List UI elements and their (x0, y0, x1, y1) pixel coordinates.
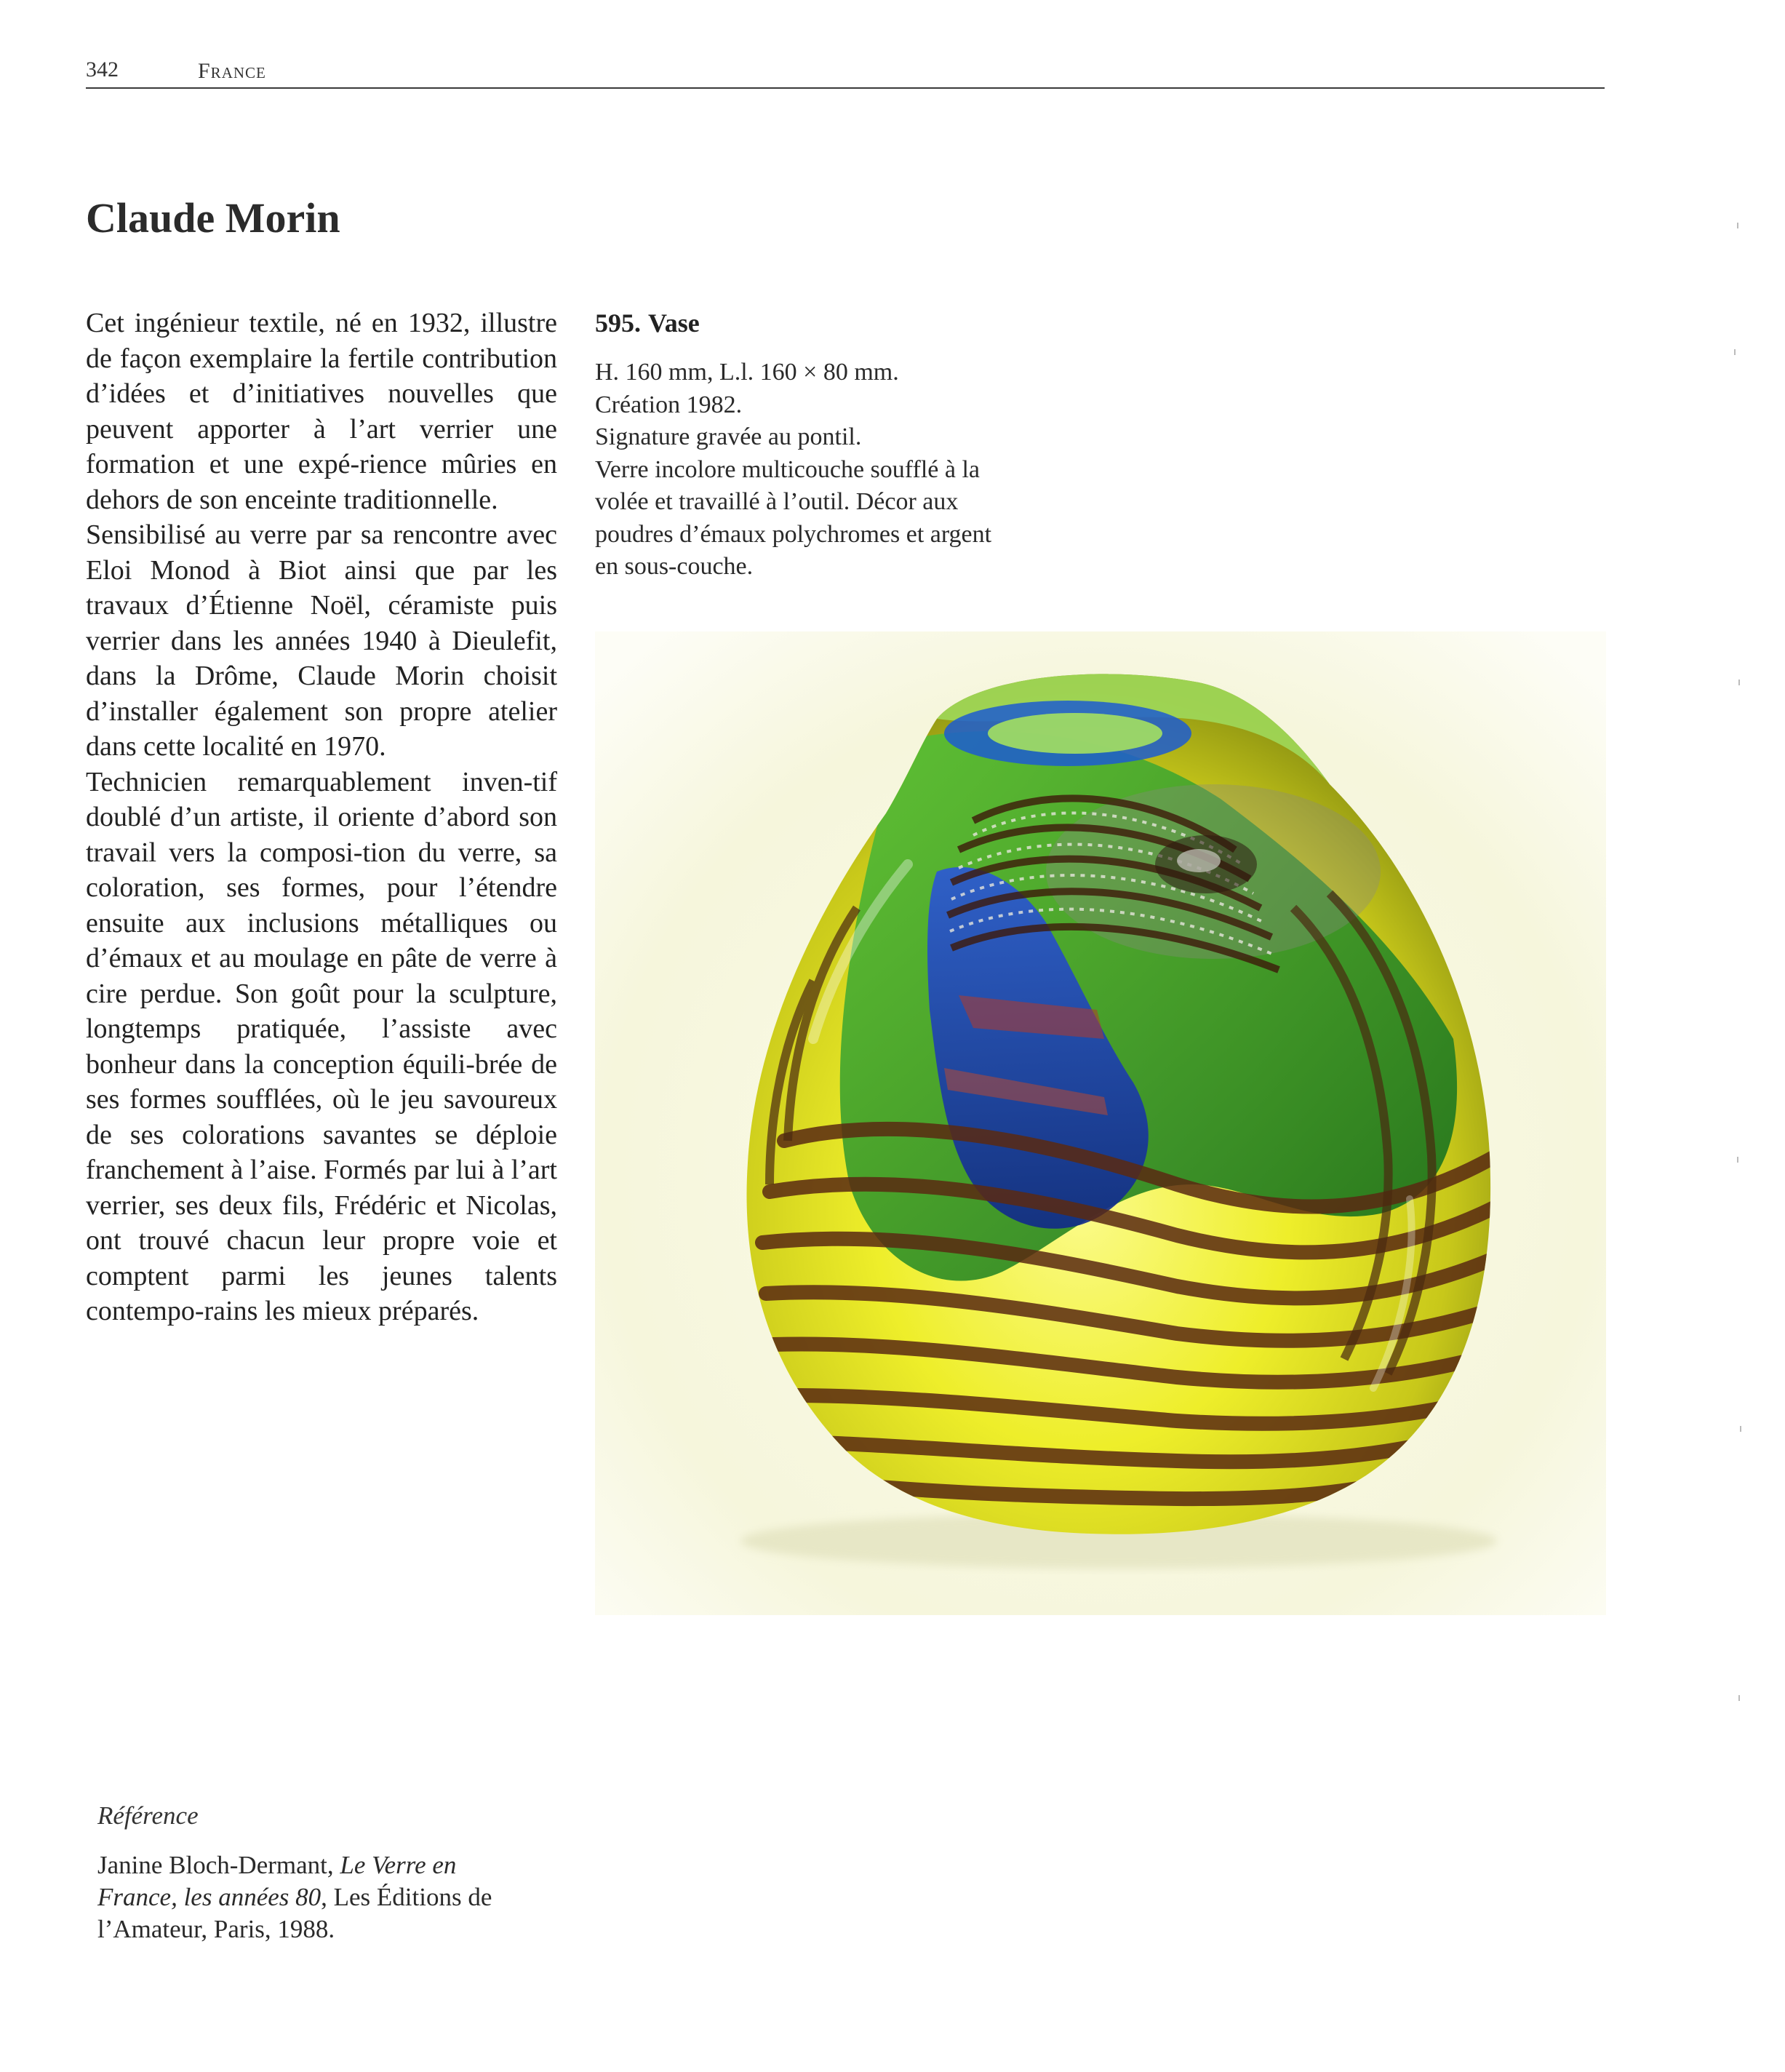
reference-citation (97, 1849, 563, 1945)
page-number: 342 (86, 57, 119, 81)
reference-title-part-1: Le Verre en (340, 1851, 457, 1879)
vase-photograph (595, 631, 1606, 1615)
reference-title-part-2: France, les années 80 (97, 1883, 322, 1911)
entry-number: 595. (595, 308, 641, 338)
entry-description-line-3: poudres d’émaux polychromes et argent (595, 520, 992, 548)
bio-paragraph-2: Sensibilisé au verre par sa rencontre avec Eloi Monod à Biot ainsi que par les travaux d’Étienne Noël, céramiste puis verrier dans les années 1940 à Dieulefit, dans la Drôme, Claude Morin choisit d’installer également son propre atelier dans cette localité en 1970. (86, 519, 557, 762)
artist-biography (86, 306, 557, 1329)
reference-block (97, 1800, 563, 1945)
margin-speck (1737, 1157, 1738, 1163)
margin-speck (1737, 223, 1738, 228)
margin-speck (1734, 349, 1736, 355)
bio-paragraph-3: Technicien remarquablement inven-tif doublé d’un artiste, il oriente d’abord son travail vers la composi-tion du verre, sa coloration, ses formes, pour l’étendre ensuite aux inclusions métalliques ou d’émaux et au moulage en pâte de verre à cire perdue. Son goût pour la sculpture, longtemps pratiquée, l’assiste avec bonheur dans la conception équili-brée de ses formes soufflées, où le jeu savoureux de ses colorations savantes se déploie franchement à l’aise. Formés par lui à l’art verrier, ses deux fils, Frédéric et Nicolas, ont trouvé chacun leur propre voie et comptent parmi les jeunes talents contempo-rains les mieux préparés. (86, 766, 557, 1326)
artist-name: Claude Morin (86, 194, 340, 242)
reference-publisher-place: l’Amateur, Paris, 1988. (97, 1915, 335, 1943)
entry-description-line-1: Verre incolore multicouche soufflé à la (595, 455, 980, 483)
entry-signature: Signature gravée au pontil. (595, 423, 862, 450)
reference-author: Janine Bloch-Dermant, (97, 1851, 340, 1879)
page-header (86, 57, 1606, 89)
catalogue-entry (595, 306, 1097, 583)
reference-publisher: , Les Éditions de (321, 1883, 492, 1911)
margin-speck (1740, 1426, 1741, 1432)
entry-description-line-2: volée et travaillé à l’outil. Décor aux (595, 488, 959, 515)
entry-description-line-4: en sous-couche. (595, 553, 754, 580)
entry-title: Vase (648, 308, 700, 338)
header-rule (86, 87, 1605, 89)
margin-speck (1738, 1695, 1740, 1701)
reference-heading: Référence (97, 1801, 199, 1830)
entry-creation-date: Création 1982. (595, 391, 743, 418)
entry-dimensions: H. 160 mm, L.l. 160 × 80 mm. (595, 359, 899, 386)
vase-illustration (595, 631, 1606, 1615)
running-head: France (198, 59, 266, 83)
margin-speck (1738, 680, 1740, 685)
entry-heading (595, 306, 1097, 340)
bio-paragraph-1: Cet ingénieur textile, né en 1932, illustre de façon exemplaire la fertile contribution d’idées et d’initiatives nouvelles que peuvent apporter à l’art verrier une formation et une expé-rience mûries en dehors de son enceinte traditionnelle. (86, 308, 557, 515)
